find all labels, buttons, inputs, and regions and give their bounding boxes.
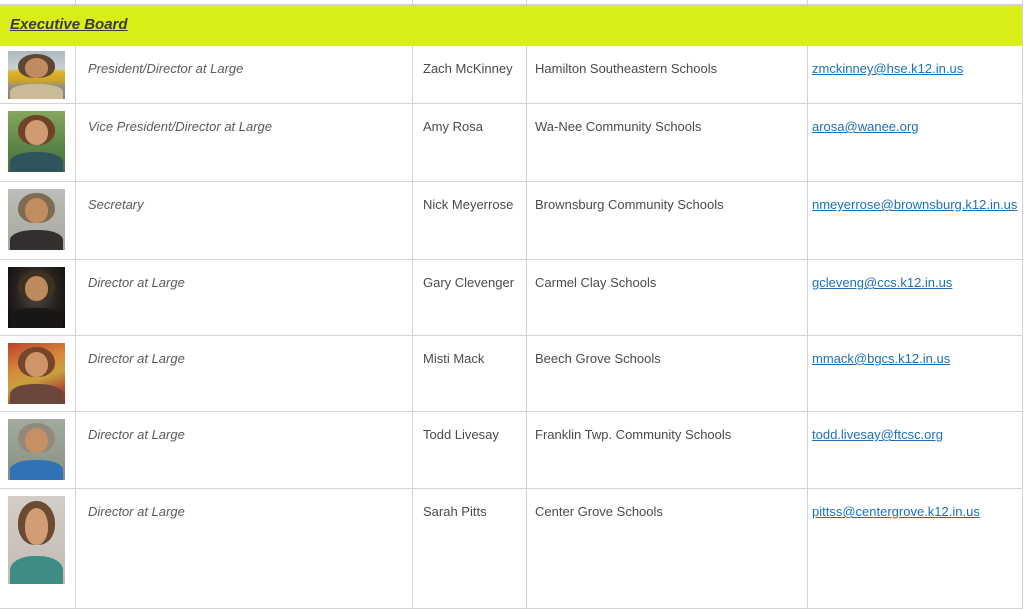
member-photo: [8, 496, 65, 584]
photo-cell: [0, 46, 76, 103]
sliver-cell: [76, 0, 413, 4]
photo-shirt-shape: [10, 230, 62, 250]
photo-face-shape: [25, 58, 49, 78]
table-row: [0, 182, 1023, 260]
photo-face-shape: [25, 120, 49, 146]
member-photo: [8, 189, 65, 250]
member-name: Zach McKinney: [413, 46, 527, 103]
sliver-cell: [527, 0, 808, 4]
table-row: [0, 412, 1023, 489]
sliver-cell: [413, 0, 527, 4]
photo-face-shape: [25, 508, 49, 545]
email-link[interactable]: gcleveng@ccs.k12.in.us: [812, 275, 953, 290]
photo-cell: [0, 412, 76, 488]
member-title: Director at Large: [76, 489, 413, 608]
member-organization: Beech Grove Schools: [527, 336, 808, 411]
member-name: Sarah Pitts: [413, 489, 527, 608]
member-organization: Carmel Clay Schools: [527, 260, 808, 335]
photo-cell: [0, 336, 76, 411]
email-cell: [808, 104, 1023, 181]
photo-shirt-shape: [10, 84, 62, 99]
member-organization: Center Grove Schools: [527, 489, 808, 608]
email-link[interactable]: zmckinney@hse.k12.in.us: [812, 61, 964, 76]
photo-cell: [0, 260, 76, 335]
email-cell: [808, 336, 1023, 411]
photo-shirt-shape: [10, 384, 62, 404]
member-organization: Hamilton Southeastern Schools: [527, 46, 808, 103]
member-photo: [8, 51, 65, 99]
member-title: Director at Large: [76, 412, 413, 488]
section-title: Executive Board: [10, 16, 128, 33]
sliver-cell: [808, 0, 1023, 4]
member-organization: Brownsburg Community Schools: [527, 182, 808, 259]
photo-shirt-shape: [10, 460, 62, 480]
photo-shirt-shape: [10, 152, 62, 172]
email-cell: [808, 46, 1023, 103]
table-row: [0, 46, 1023, 104]
member-title: Secretary: [76, 182, 413, 259]
table-row: [0, 260, 1023, 336]
photo-shirt-shape: [10, 308, 62, 328]
photo-face-shape: [25, 198, 49, 224]
section-header: [0, 5, 1023, 46]
email-link[interactable]: todd.livesay@ftcsc.org: [812, 427, 943, 442]
member-photo: [8, 111, 65, 172]
email-link[interactable]: mmack@bgcs.k12.in.us: [812, 351, 951, 366]
member-organization: Wa-Nee Community Schools: [527, 104, 808, 181]
member-photo: [8, 419, 65, 480]
member-title: Director at Large: [76, 260, 413, 335]
email-cell: [808, 412, 1023, 488]
member-organization: Franklin Twp. Community Schools: [527, 412, 808, 488]
photo-cell: [0, 104, 76, 181]
email-cell: [808, 182, 1023, 259]
member-photo: [8, 343, 65, 404]
member-name: Misti Mack: [413, 336, 527, 411]
photo-shirt-shape: [10, 556, 62, 584]
email-link[interactable]: nmeyerrose@brownsburg.k12.in.us: [812, 197, 1018, 212]
member-name: Amy Rosa: [413, 104, 527, 181]
photo-face-shape: [25, 276, 49, 302]
table-row: [0, 489, 1023, 609]
photo-face-shape: [25, 352, 49, 378]
sliver-cell: [0, 0, 76, 4]
email-cell: [808, 260, 1023, 335]
table-row: [0, 336, 1023, 412]
member-title: Director at Large: [76, 336, 413, 411]
table-row: [0, 104, 1023, 182]
member-name: Gary Clevenger: [413, 260, 527, 335]
photo-cell: [0, 182, 76, 259]
member-photo: [8, 267, 65, 328]
member-title: President/Director at Large: [76, 46, 413, 103]
email-cell: [808, 489, 1023, 608]
photo-face-shape: [25, 428, 49, 454]
email-link[interactable]: pittss@centergrove.k12.in.us: [812, 504, 980, 519]
member-name: Todd Livesay: [413, 412, 527, 488]
member-name: Nick Meyerrose: [413, 182, 527, 259]
photo-cell: [0, 489, 76, 608]
member-title: Vice President/Director at Large: [76, 104, 413, 181]
email-link[interactable]: arosa@wanee.org: [812, 119, 919, 134]
